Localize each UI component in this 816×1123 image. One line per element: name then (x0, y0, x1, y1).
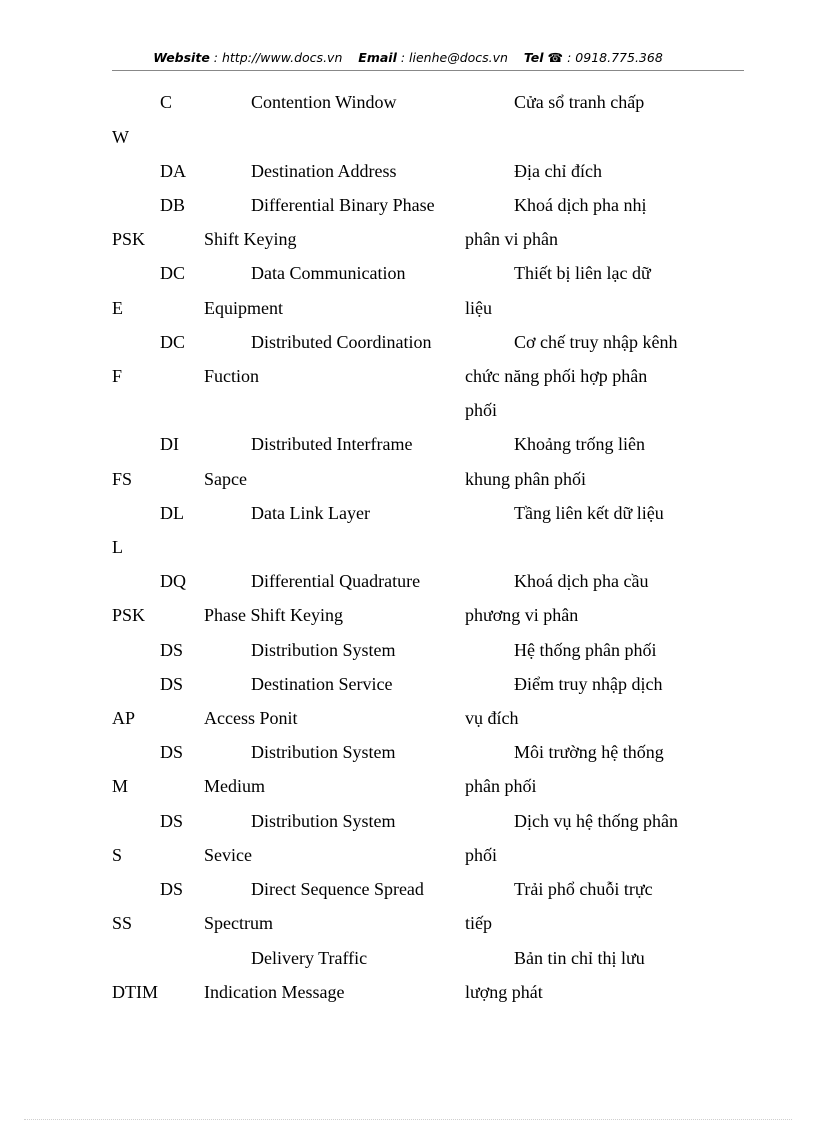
translation-line-1: Hệ thống phân phối (514, 640, 657, 660)
email-value: : lienhe@docs.vn (400, 50, 508, 65)
translation-line-1: Dịch vụ hệ thống phân (514, 811, 678, 831)
abbr-line-1: DI (160, 434, 179, 454)
abbr-line-1: DS (160, 674, 184, 694)
translation-line-2: phân vi phân (465, 229, 558, 249)
abbr-line-2: S (112, 845, 123, 865)
abbr-line-1: DC (160, 332, 186, 352)
abbr-line-2: PSK (112, 229, 146, 249)
translation-line-2: khung phân phối (465, 469, 586, 489)
abbr-line-1: DS (160, 811, 184, 831)
abbr-line-2: PSK (112, 605, 146, 625)
term-line-1: Distributed Coordination (251, 332, 432, 352)
translation-line-1: Trải phổ chuỗi trực (514, 879, 653, 899)
term-line-1: Data Communication (251, 263, 406, 283)
abbr-line-1: DL (160, 503, 184, 523)
abbr-line-2: DTIM (112, 982, 158, 1002)
term-line-2: Fuction (204, 366, 260, 386)
abbr-line-1: DB (160, 195, 186, 215)
term-line-1: Differential Binary Phase (251, 195, 435, 215)
term-line-1: Differential Quadrature (251, 571, 421, 591)
translation-line-1: Cơ chế truy nhập kênh (514, 332, 678, 352)
tel-label: Tel (523, 50, 544, 65)
translation-line-2: lượng phát (465, 982, 543, 1002)
phone-icon: ☎ (547, 50, 564, 65)
translation-line-1: Cửa sổ tranh chấp (514, 92, 645, 112)
term-line-1: Delivery Traffic (251, 948, 368, 968)
abbr-line-2: F (112, 366, 123, 386)
abbr-line-2: L (112, 537, 123, 557)
translation-line-1: Khoá dịch pha cầu (514, 571, 649, 591)
abbr-line-1: DA (160, 161, 186, 181)
page-bottom-border (24, 1119, 792, 1120)
term-line-1: Distribution System (251, 742, 396, 762)
term-line-2: Spectrum (204, 913, 273, 933)
translation-line-2: chức năng phối hợp phân (465, 366, 648, 386)
email-label: Email (358, 50, 397, 65)
translation-line-1: Môi trường hệ thống (514, 742, 664, 762)
abbr-line-1: DS (160, 640, 184, 660)
translation-line-3: phối (465, 400, 498, 420)
abbr-line-2: M (112, 776, 129, 796)
abbr-line-1: DC (160, 263, 186, 283)
term-line-2: Indication Message (204, 982, 345, 1002)
translation-line-1: Thiết bị liên lạc dữ (514, 263, 651, 283)
translation-line-1: Khoảng trống liên (514, 434, 645, 454)
term-line-1: Data Link Layer (251, 503, 370, 523)
translation-line-1: Địa chỉ đích (514, 161, 602, 181)
term-line-2: Medium (204, 776, 265, 796)
term-line-1: Distribution System (251, 640, 396, 660)
website-label: Website (153, 50, 210, 65)
abbr-line-2: E (112, 298, 123, 318)
abbr-line-1: C (160, 92, 173, 112)
translation-line-2: phương vi phân (465, 605, 579, 625)
abbr-line-1: DS (160, 742, 184, 762)
term-line-2: Shift Keying (204, 229, 297, 249)
abbr-line-2: AP (112, 708, 136, 728)
term-line-1: Direct Sequence Spread (251, 879, 424, 899)
translation-line-2: phối (465, 845, 498, 865)
term-line-2: Access Ponit (204, 708, 298, 728)
header-divider (112, 70, 744, 71)
term-line-2: Phase Shift Keying (204, 605, 343, 625)
abbr-line-2: SS (112, 913, 133, 933)
abbr-line-1: DS (160, 879, 184, 899)
translation-line-1: Điểm truy nhập dịch (514, 674, 663, 694)
term-line-1: Destination Service (251, 674, 393, 694)
translation-line-1: Tầng liên kết dữ liệu (514, 503, 664, 523)
translation-line-2: tiếp (465, 913, 492, 933)
translation-line-2: liệu (465, 298, 492, 318)
tel-value: : 0918.775.368 (567, 50, 663, 65)
term-line-1: Distribution System (251, 811, 396, 831)
term-line-1: Contention Window (251, 92, 397, 112)
term-line-1: Destination Address (251, 161, 397, 181)
term-line-1: Distributed Interframe (251, 434, 413, 454)
abbr-line-2: FS (112, 469, 133, 489)
translation-line-2: vụ đích (465, 708, 519, 728)
website-value: : http://www.docs.vn (213, 50, 343, 65)
translation-line-1: Khoá dịch pha nhị (514, 195, 647, 215)
term-line-2: Sevice (204, 845, 252, 865)
term-line-2: Equipment (204, 298, 283, 318)
translation-line-1: Bản tin chỉ thị lưu (514, 948, 645, 968)
page-header (0, 50, 816, 65)
abbr-line-2: W (112, 127, 129, 147)
abbr-line-1: DQ (160, 571, 186, 591)
term-line-2: Sapce (204, 469, 247, 489)
translation-line-2: phân phối (465, 776, 537, 796)
